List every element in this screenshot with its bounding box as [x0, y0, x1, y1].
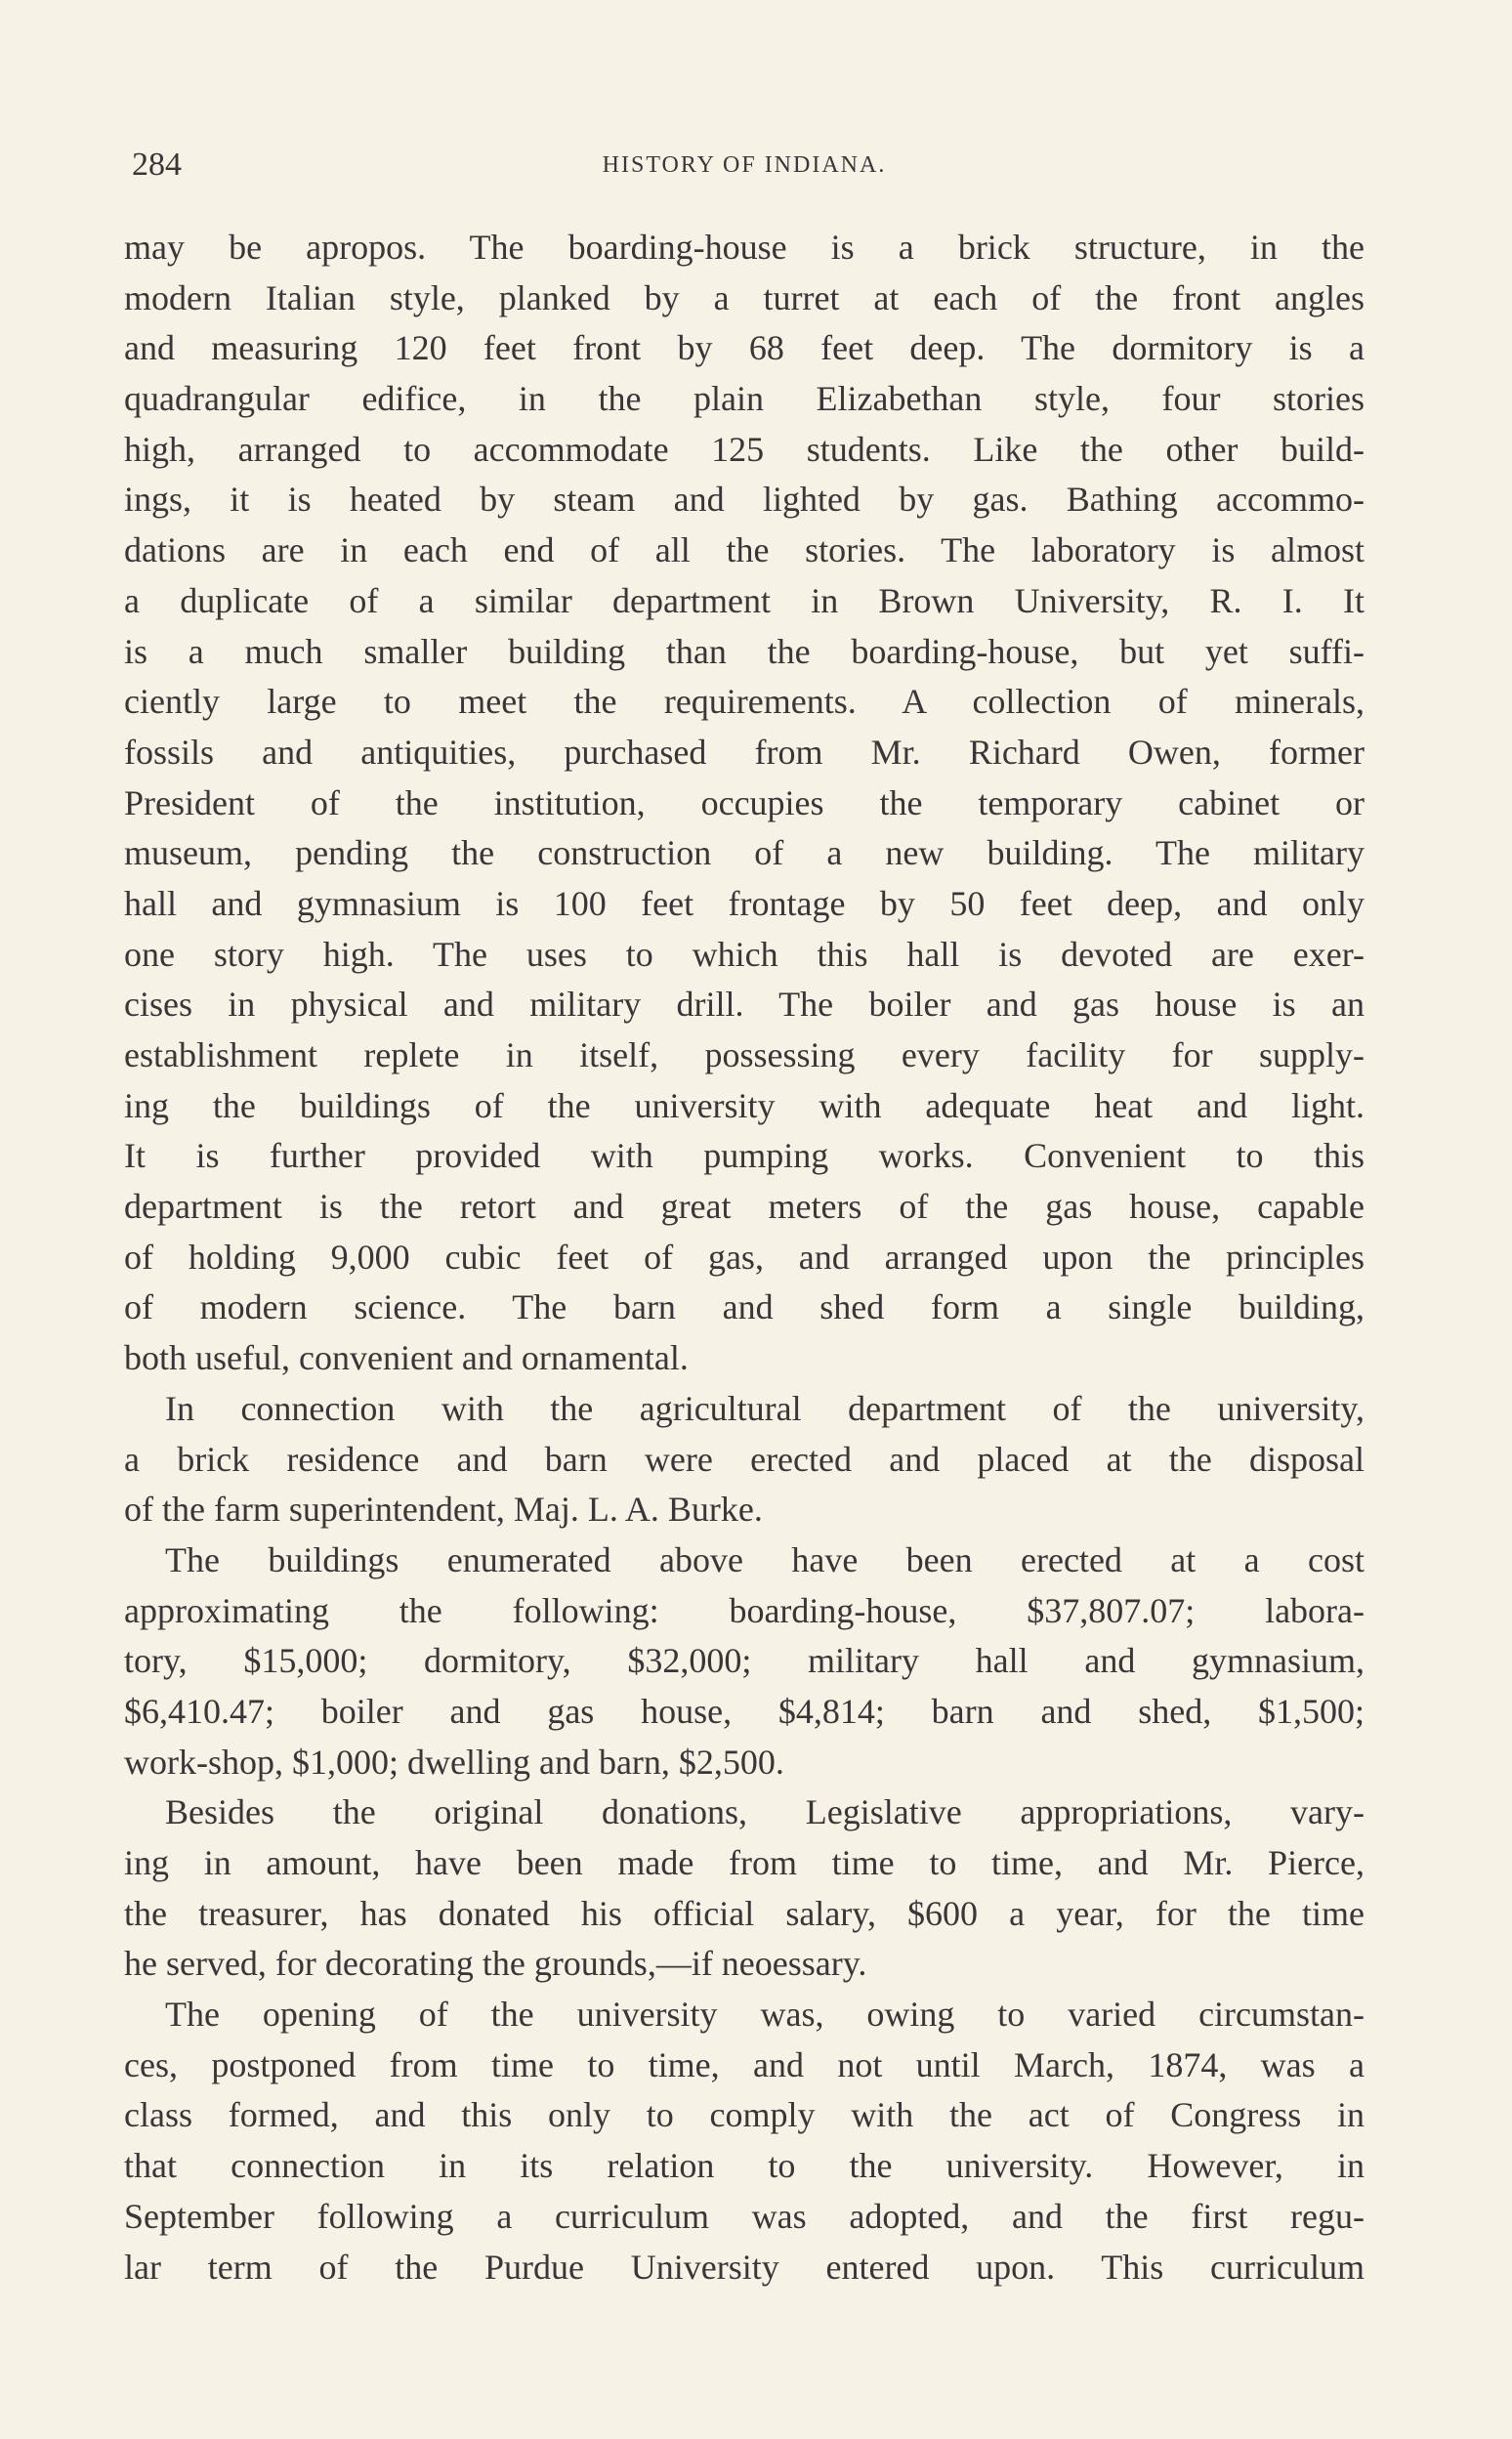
text-line: establishment replete in itself, possessing every facility for supply- — [124, 1035, 1365, 1074]
text-line: The buildings enumerated above have been erected at a cost — [165, 1539, 1365, 1579]
text-line: of modern science. The barn and shed form a single building, — [124, 1287, 1365, 1327]
text-line: museum, pending the construction of a new building. The military — [124, 833, 1365, 873]
text-line: high, arranged to accommodate 125 students. Like the other build- — [124, 429, 1365, 469]
text-line: cises in physical and military drill. The boiler and gas house is an — [124, 985, 1365, 1025]
text-line: Besides the original donations, Legislative appropriations, vary- — [165, 1792, 1365, 1832]
body-text — [124, 223, 1365, 2292]
text-line: work-shop, $1,000; dwelling and barn, $2,500. — [124, 1742, 784, 1782]
paragraph — [124, 1990, 1365, 2292]
text-line: ing the buildings of the university with adequate heat and light. — [124, 1085, 1365, 1125]
text-line: both useful, convenient and ornamental. — [124, 1338, 689, 1378]
text-line: fossils and antiquities, purchased from Mr. Richard Owen, former — [124, 732, 1365, 772]
text-line: tory, $15,000; dormitory, $32,000; military hall and gymnasium, — [124, 1641, 1365, 1681]
text-line: one story high. The uses to which this hall is devoted are exer- — [124, 934, 1365, 974]
text-line: of holding 9,000 cubic feet of gas, and arranged upon the principles — [124, 1237, 1365, 1277]
text-line: may be apropos. The boarding-house is a brick structure, in the — [124, 228, 1365, 267]
text-line: lar term of the Purdue University entered upon. This curriculum — [124, 2247, 1365, 2287]
text-line: the treasurer, has donated his official salary, $600 a year, for the time — [124, 1893, 1365, 1933]
text-line: In connection with the agricultural department of the university, — [165, 1388, 1365, 1428]
text-line: of the farm superintendent, Maj. L. A. Burke. — [124, 1490, 763, 1530]
text-line: hall and gymnasium is 100 feet frontage by 50 feet deep, and only — [124, 883, 1365, 923]
text-line: class formed, and this only to comply with the act of Congress in — [124, 2095, 1365, 2135]
text-line: ces, postponed from time to time, and not until March, 1874, was a — [124, 2044, 1365, 2084]
text-line: dations are in each end of all the stories. The laboratory is almost — [124, 530, 1365, 570]
text-line: he served, for decorating the grounds,—if neoessary. — [124, 1944, 867, 1984]
text-line: department is the retort and great meters of the gas house, capable — [124, 1187, 1365, 1227]
text-line: approximating the following: boarding-house, $37,807.07; labora- — [124, 1590, 1365, 1630]
text-line: The opening of the university was, owing to varied circumstan- — [165, 1995, 1365, 2035]
text-line: September following a curriculum was adopted, and the first regu- — [124, 2196, 1365, 2236]
text-line: a brick residence and barn were erected and placed at the disposal — [124, 1439, 1365, 1479]
text-line: President of the institution, occupies the temporary cabinet or — [124, 782, 1365, 822]
paragraph — [124, 1787, 1365, 1990]
text-line: is a much smaller building than the boarding-house, but yet suffi- — [124, 631, 1365, 671]
paragraph — [124, 1535, 1365, 1787]
running-title: HISTORY OF INDIANA. — [602, 152, 887, 178]
text-line: $6,410.47; boiler and gas house, $4,814; barn and shed, $1,500; — [124, 1691, 1365, 1731]
text-line: a duplicate of a similar department in Brown University, R. I. It — [124, 580, 1365, 620]
text-line: ing in amount, have been made from time to time, and Mr. Pierce, — [124, 1843, 1365, 1882]
text-line: It is further provided with pumping works. Convenient to this — [124, 1136, 1365, 1176]
text-line: that connection in its relation to the university. However, in — [124, 2146, 1365, 2186]
text-line: modern Italian style, planked by a turret at each of the front angles — [124, 277, 1365, 317]
paragraph — [124, 223, 1365, 1384]
page-number: 284 — [132, 147, 182, 183]
paragraph — [124, 1384, 1365, 1535]
text-line: and measuring 120 feet front by 68 feet deep. The dormitory is a — [124, 328, 1365, 368]
text-line: quadrangular edifice, in the plain Elizabethan style, four stories — [124, 379, 1365, 419]
text-line: ciently large to meet the requirements. A collection of minerals, — [124, 682, 1365, 722]
page-header — [124, 147, 1365, 195]
text-line: ings, it is heated by steam and lighted by gas. Bathing accommo- — [124, 480, 1365, 520]
